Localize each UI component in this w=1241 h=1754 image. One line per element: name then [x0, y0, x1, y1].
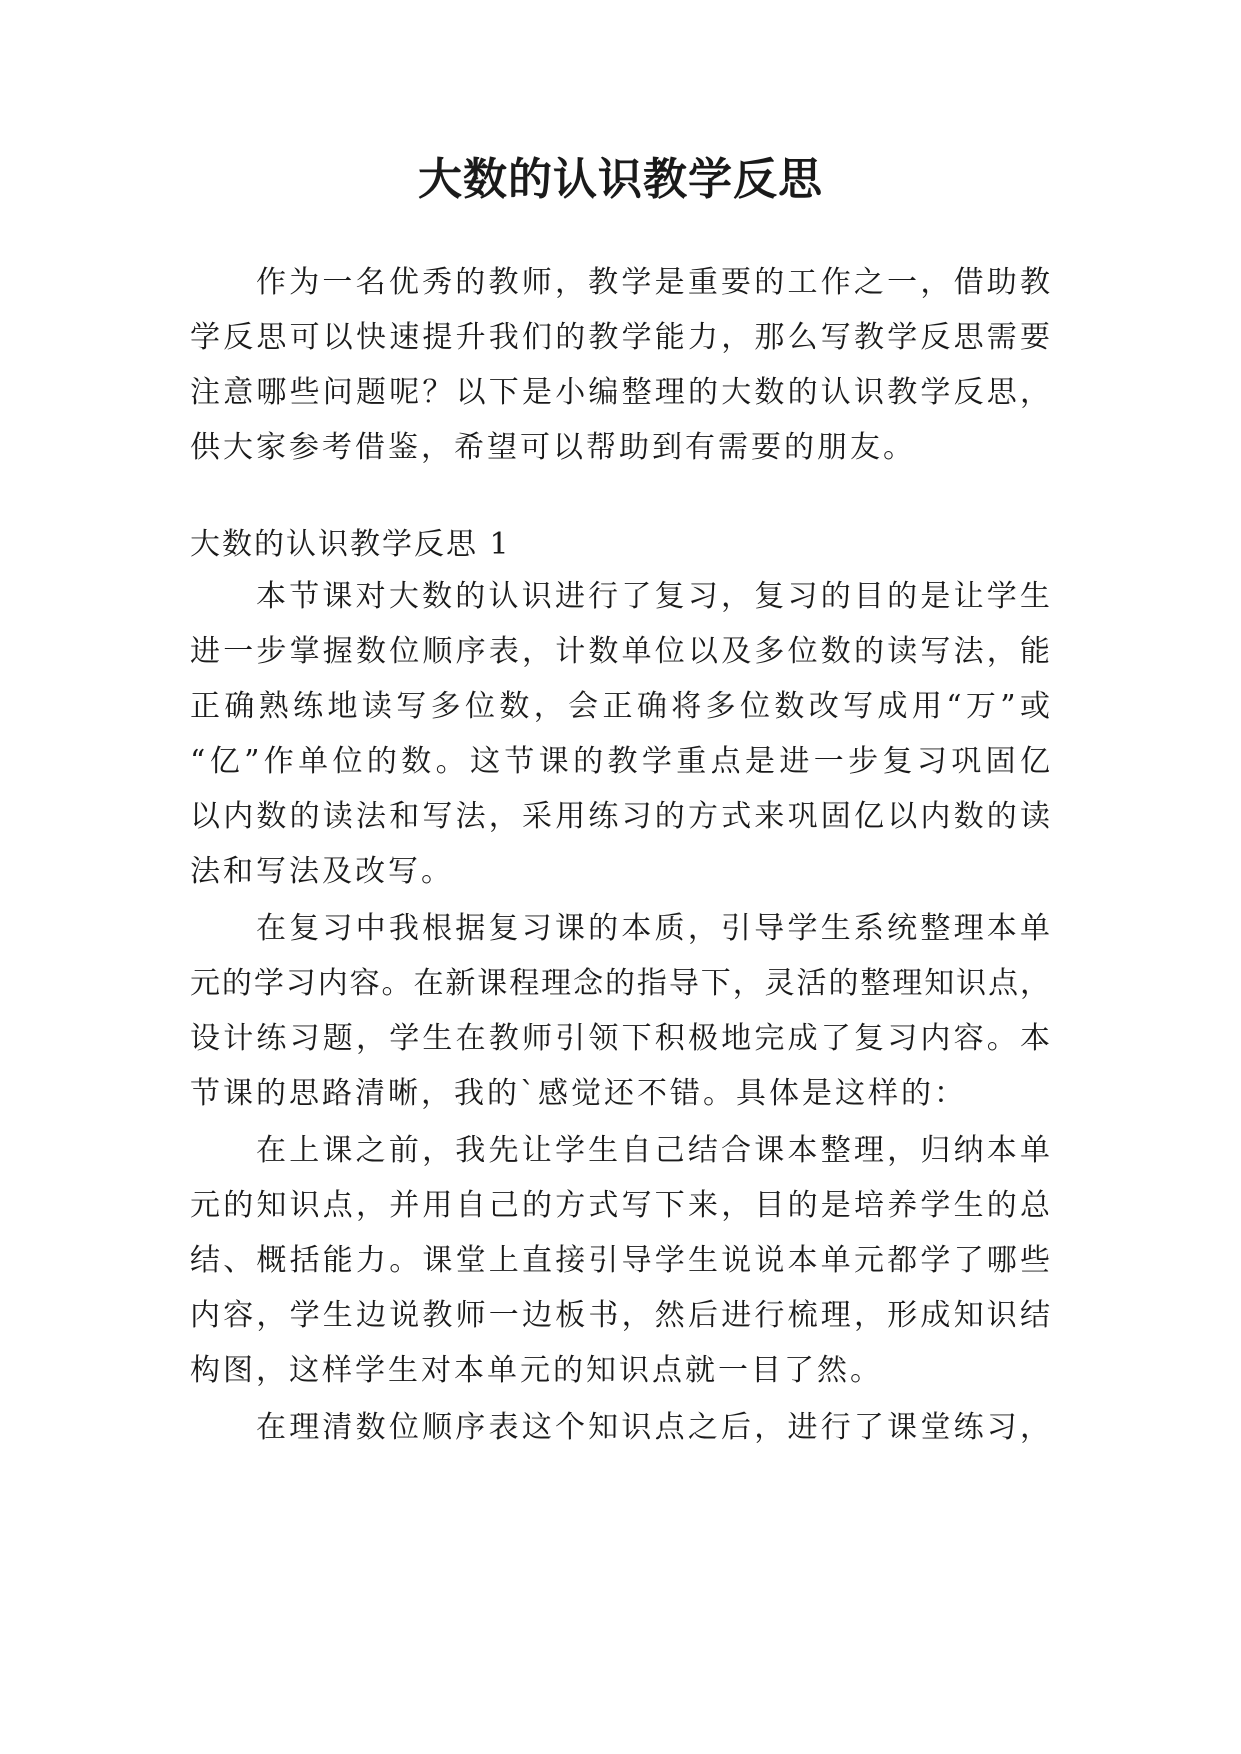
paragraph-line: 在上课之前，我先让学生自己结合课本整理，归纳本单: [256, 1133, 1050, 1168]
intro-line: 作为一名优秀的教师，教学是重要的工作之一，借助教: [256, 265, 1050, 300]
paragraph-line: 以内数的读法和写法，采用练习的方式来巩固亿以内数的读: [190, 799, 1050, 834]
paragraph-line: 元的学习内容。在新课程理念的指导下，灵活的整理知识点，: [190, 966, 1050, 1001]
intro-line: 供大家参考借鉴，希望可以帮助到有需要的朋友。: [190, 430, 916, 465]
paragraph-line: “亿”作单位的数。这节课的教学重点是进一步复习巩固亿: [190, 744, 1050, 779]
paragraph-line: 在理清数位顺序表这个知识点之后，进行了课堂练习，: [256, 1410, 1050, 1445]
paragraph-line: 本节课对大数的认识进行了复习，复习的目的是让学生: [256, 579, 1050, 614]
paragraph-line: 在复习中我根据复习课的本质，引导学生系统整理本单: [256, 911, 1050, 946]
intro-line: 学反思可以快速提升我们的教学能力，那么写教学反思需要: [190, 320, 1050, 355]
paragraph-line: 节课的思路清晰，我的`感觉还不错。具体是这样的：: [190, 1076, 967, 1111]
document-title: 大数的认识教学反思: [418, 154, 823, 205]
paragraph-line: 内容，学生边说教师一边板书，然后进行梳理，形成知识结: [190, 1298, 1050, 1333]
paragraph-line: 正确熟练地读写多位数，会正确将多位数改写成用“万”或: [190, 689, 1050, 724]
section-heading: 大数的认识教学反思 1: [190, 527, 511, 562]
paragraph-line: 构图，这样学生对本单元的知识点就一目了然。: [190, 1353, 883, 1388]
paragraph-line: 设计练习题，学生在教师引领下积极地完成了复习内容。本: [190, 1021, 1050, 1056]
paragraph-line: 元的知识点，并用自己的方式写下来，目的是培养学生的总: [190, 1188, 1050, 1223]
paragraph-line: 法和写法及改写。: [190, 854, 454, 889]
paragraph-line: 进一步掌握数位顺序表，计数单位以及多位数的读写法，能: [190, 634, 1050, 669]
paragraph-line: 结、概括能力。课堂上直接引导学生说说本单元都学了哪些: [190, 1243, 1050, 1278]
intro-line: 注意哪些问题呢？以下是小编整理的大数的认识教学反思，: [190, 375, 1050, 410]
